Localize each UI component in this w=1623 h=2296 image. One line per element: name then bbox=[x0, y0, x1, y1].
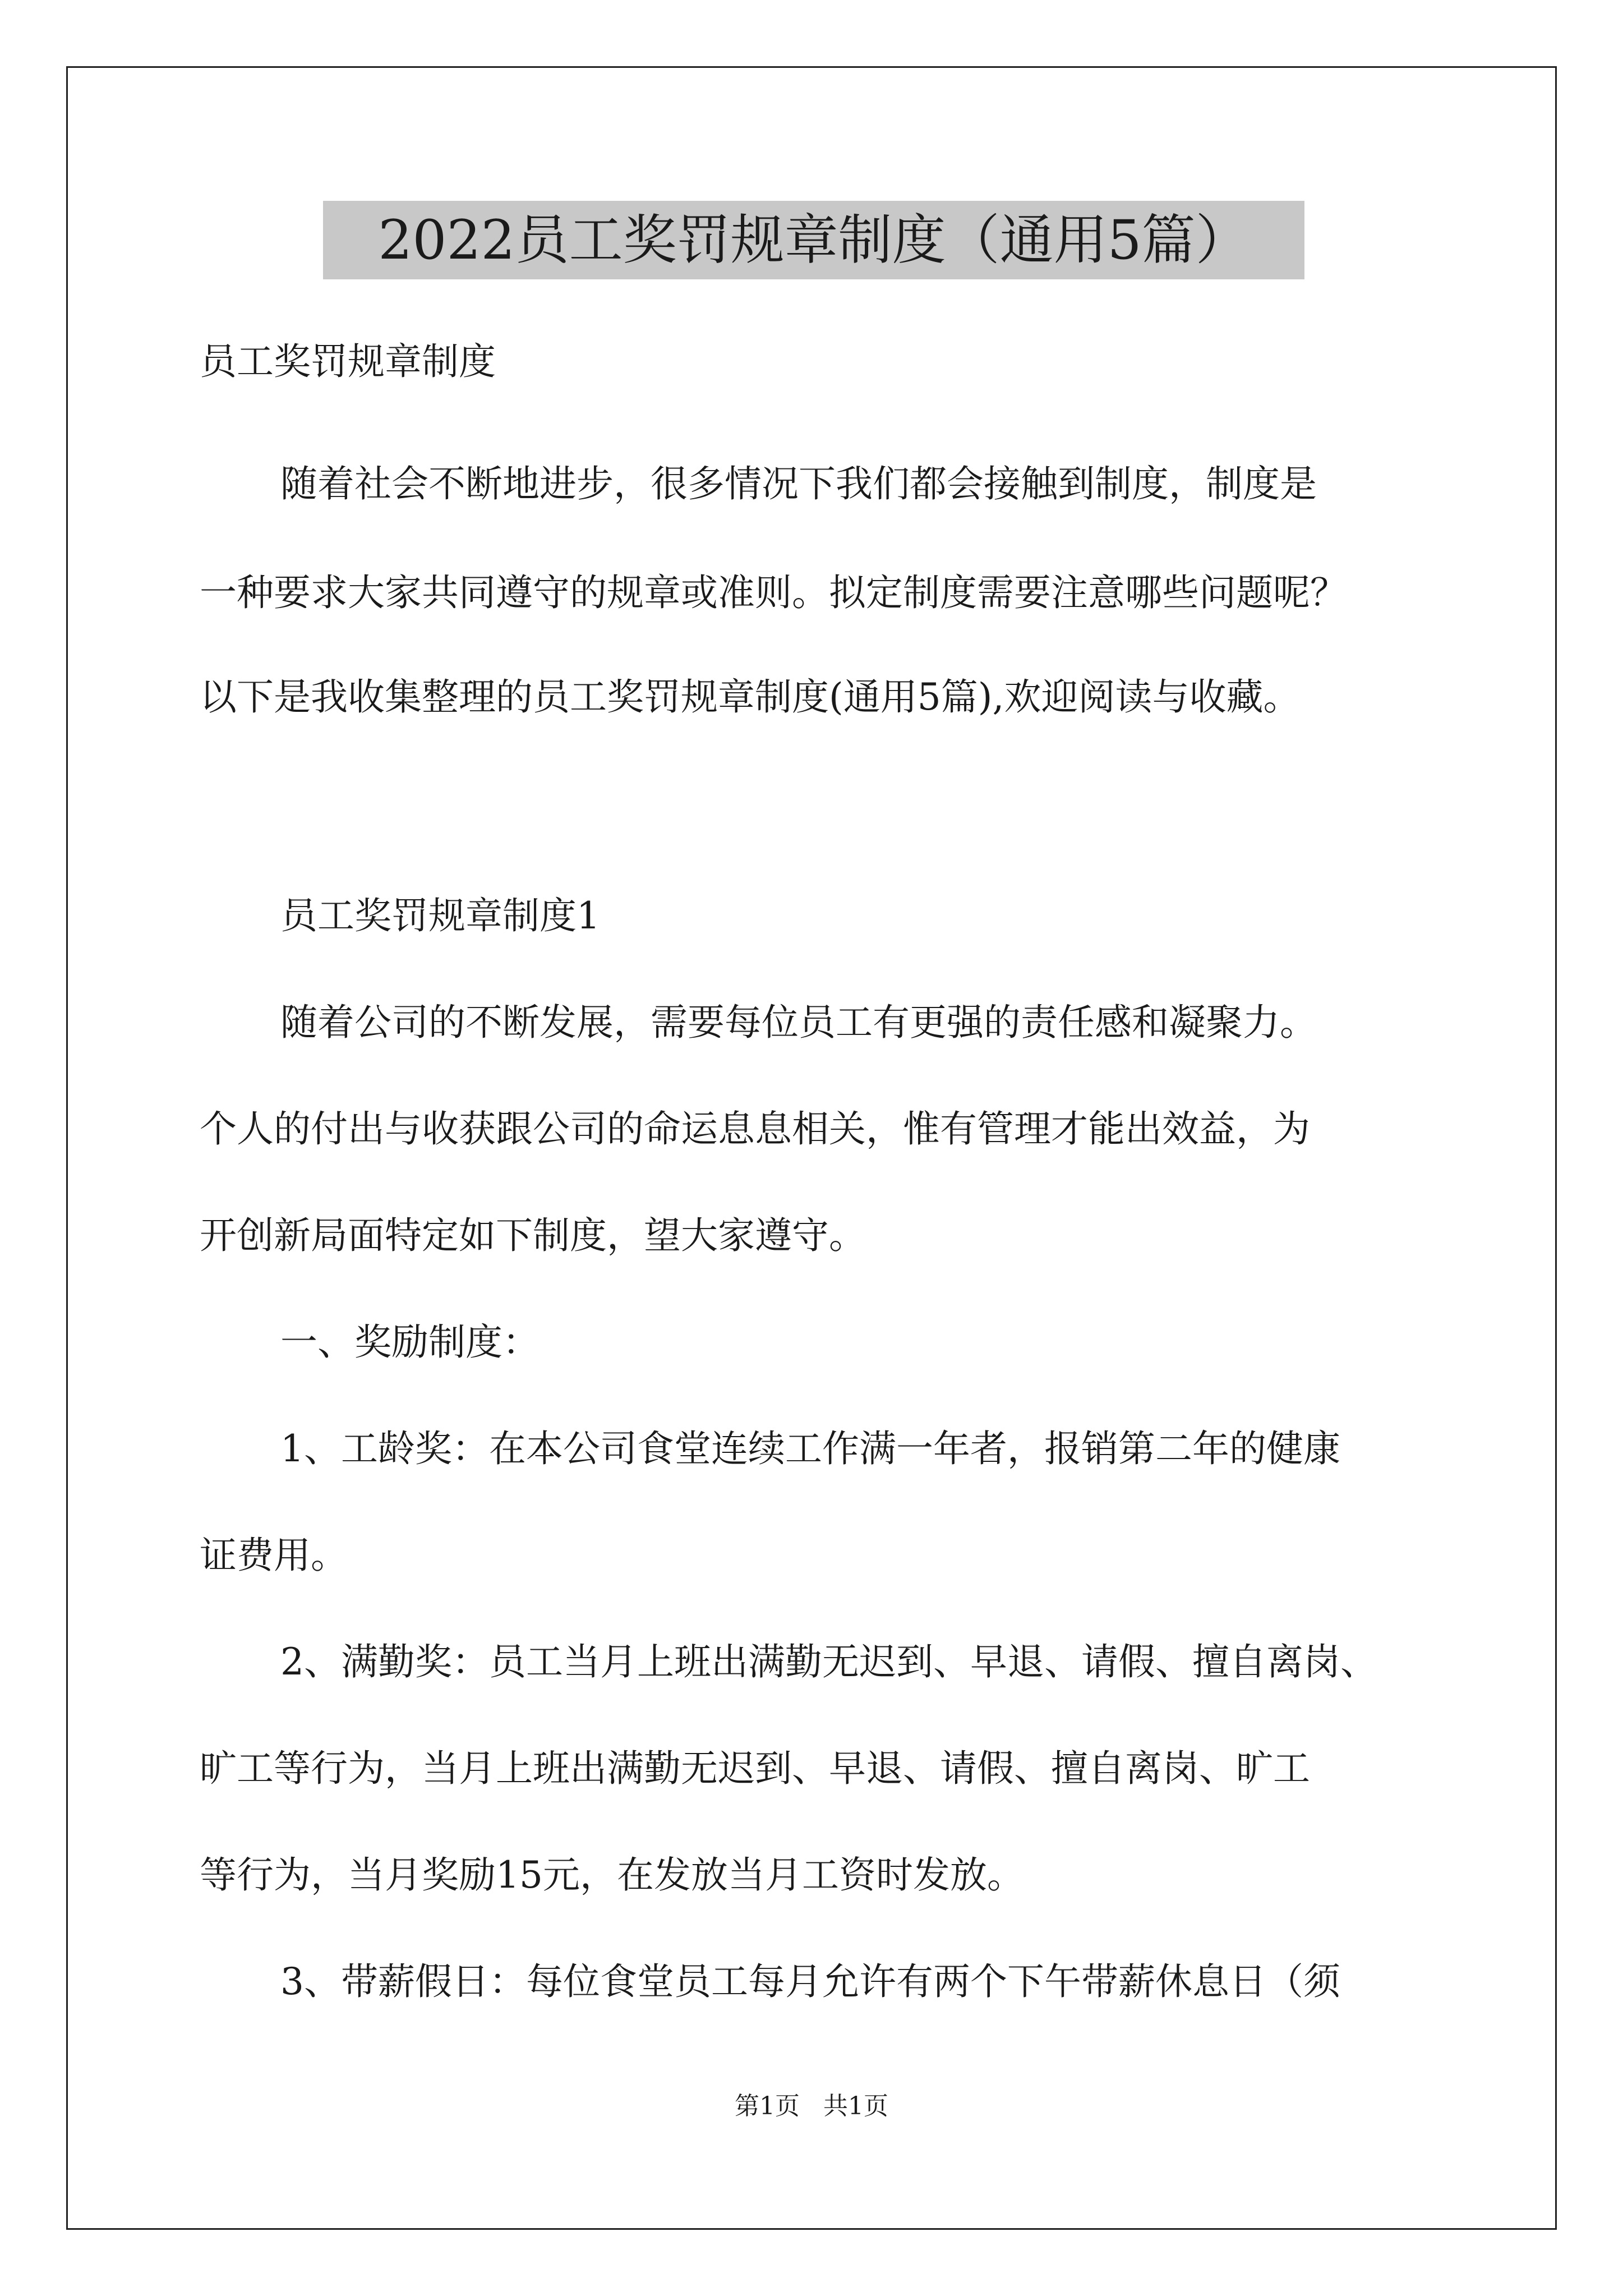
section-heading: 员工奖罚规章制度 bbox=[200, 340, 496, 383]
subsection-heading: 一、奖励制度： bbox=[280, 1320, 540, 1364]
paragraph-line: 随着社会不断地进步，很多情况下我们都会接触到制度，制度是 bbox=[280, 462, 1317, 505]
list-item-line: 证费用。 bbox=[200, 1534, 348, 1577]
paragraph-line: 随着公司的不断发展，需要每位员工有更强的责任感和凝聚力。 bbox=[280, 1001, 1317, 1044]
paragraph-line: 以下是我收集整理的员工奖罚规章制度(通用5篇),欢迎阅读与收藏。 bbox=[200, 675, 1301, 719]
paragraph-line: 一种要求大家共同遵守的规章或准则。拟定制度需要注意哪些问题呢？ bbox=[200, 571, 1347, 614]
document-title: 2022员工奖罚规章制度（通用5篇） bbox=[323, 201, 1304, 279]
list-item-line: 旷工等行为，当月上班出满勤无迟到、早退、请假、擅自离岗、旷工 bbox=[200, 1747, 1310, 1790]
paragraph-line: 开创新局面特定如下制度，望大家遵守。 bbox=[200, 1214, 866, 1257]
paragraph-line: 个人的付出与收获跟公司的命运息息相关，惟有管理才能出效益，为 bbox=[200, 1107, 1310, 1151]
list-item-line: 1、工龄奖：在本公司食堂连续工作满一年者，报销第二年的健康 bbox=[280, 1427, 1340, 1470]
list-item-line: 等行为，当月奖励15元，在发放当月工资时发放。 bbox=[200, 1853, 1024, 1897]
page-footer: 第1页 共1页 bbox=[735, 2092, 888, 2120]
list-item-line: 2、满勤奖：员工当月上班出满勤无迟到、早退、请假、擅自离岗、 bbox=[280, 1640, 1377, 1683]
list-item-line: 3、带薪假日：每位食堂员工每月允许有两个下午带薪休息日（须 bbox=[280, 1960, 1340, 2003]
section-heading: 员工奖罚规章制度1 bbox=[280, 894, 600, 937]
